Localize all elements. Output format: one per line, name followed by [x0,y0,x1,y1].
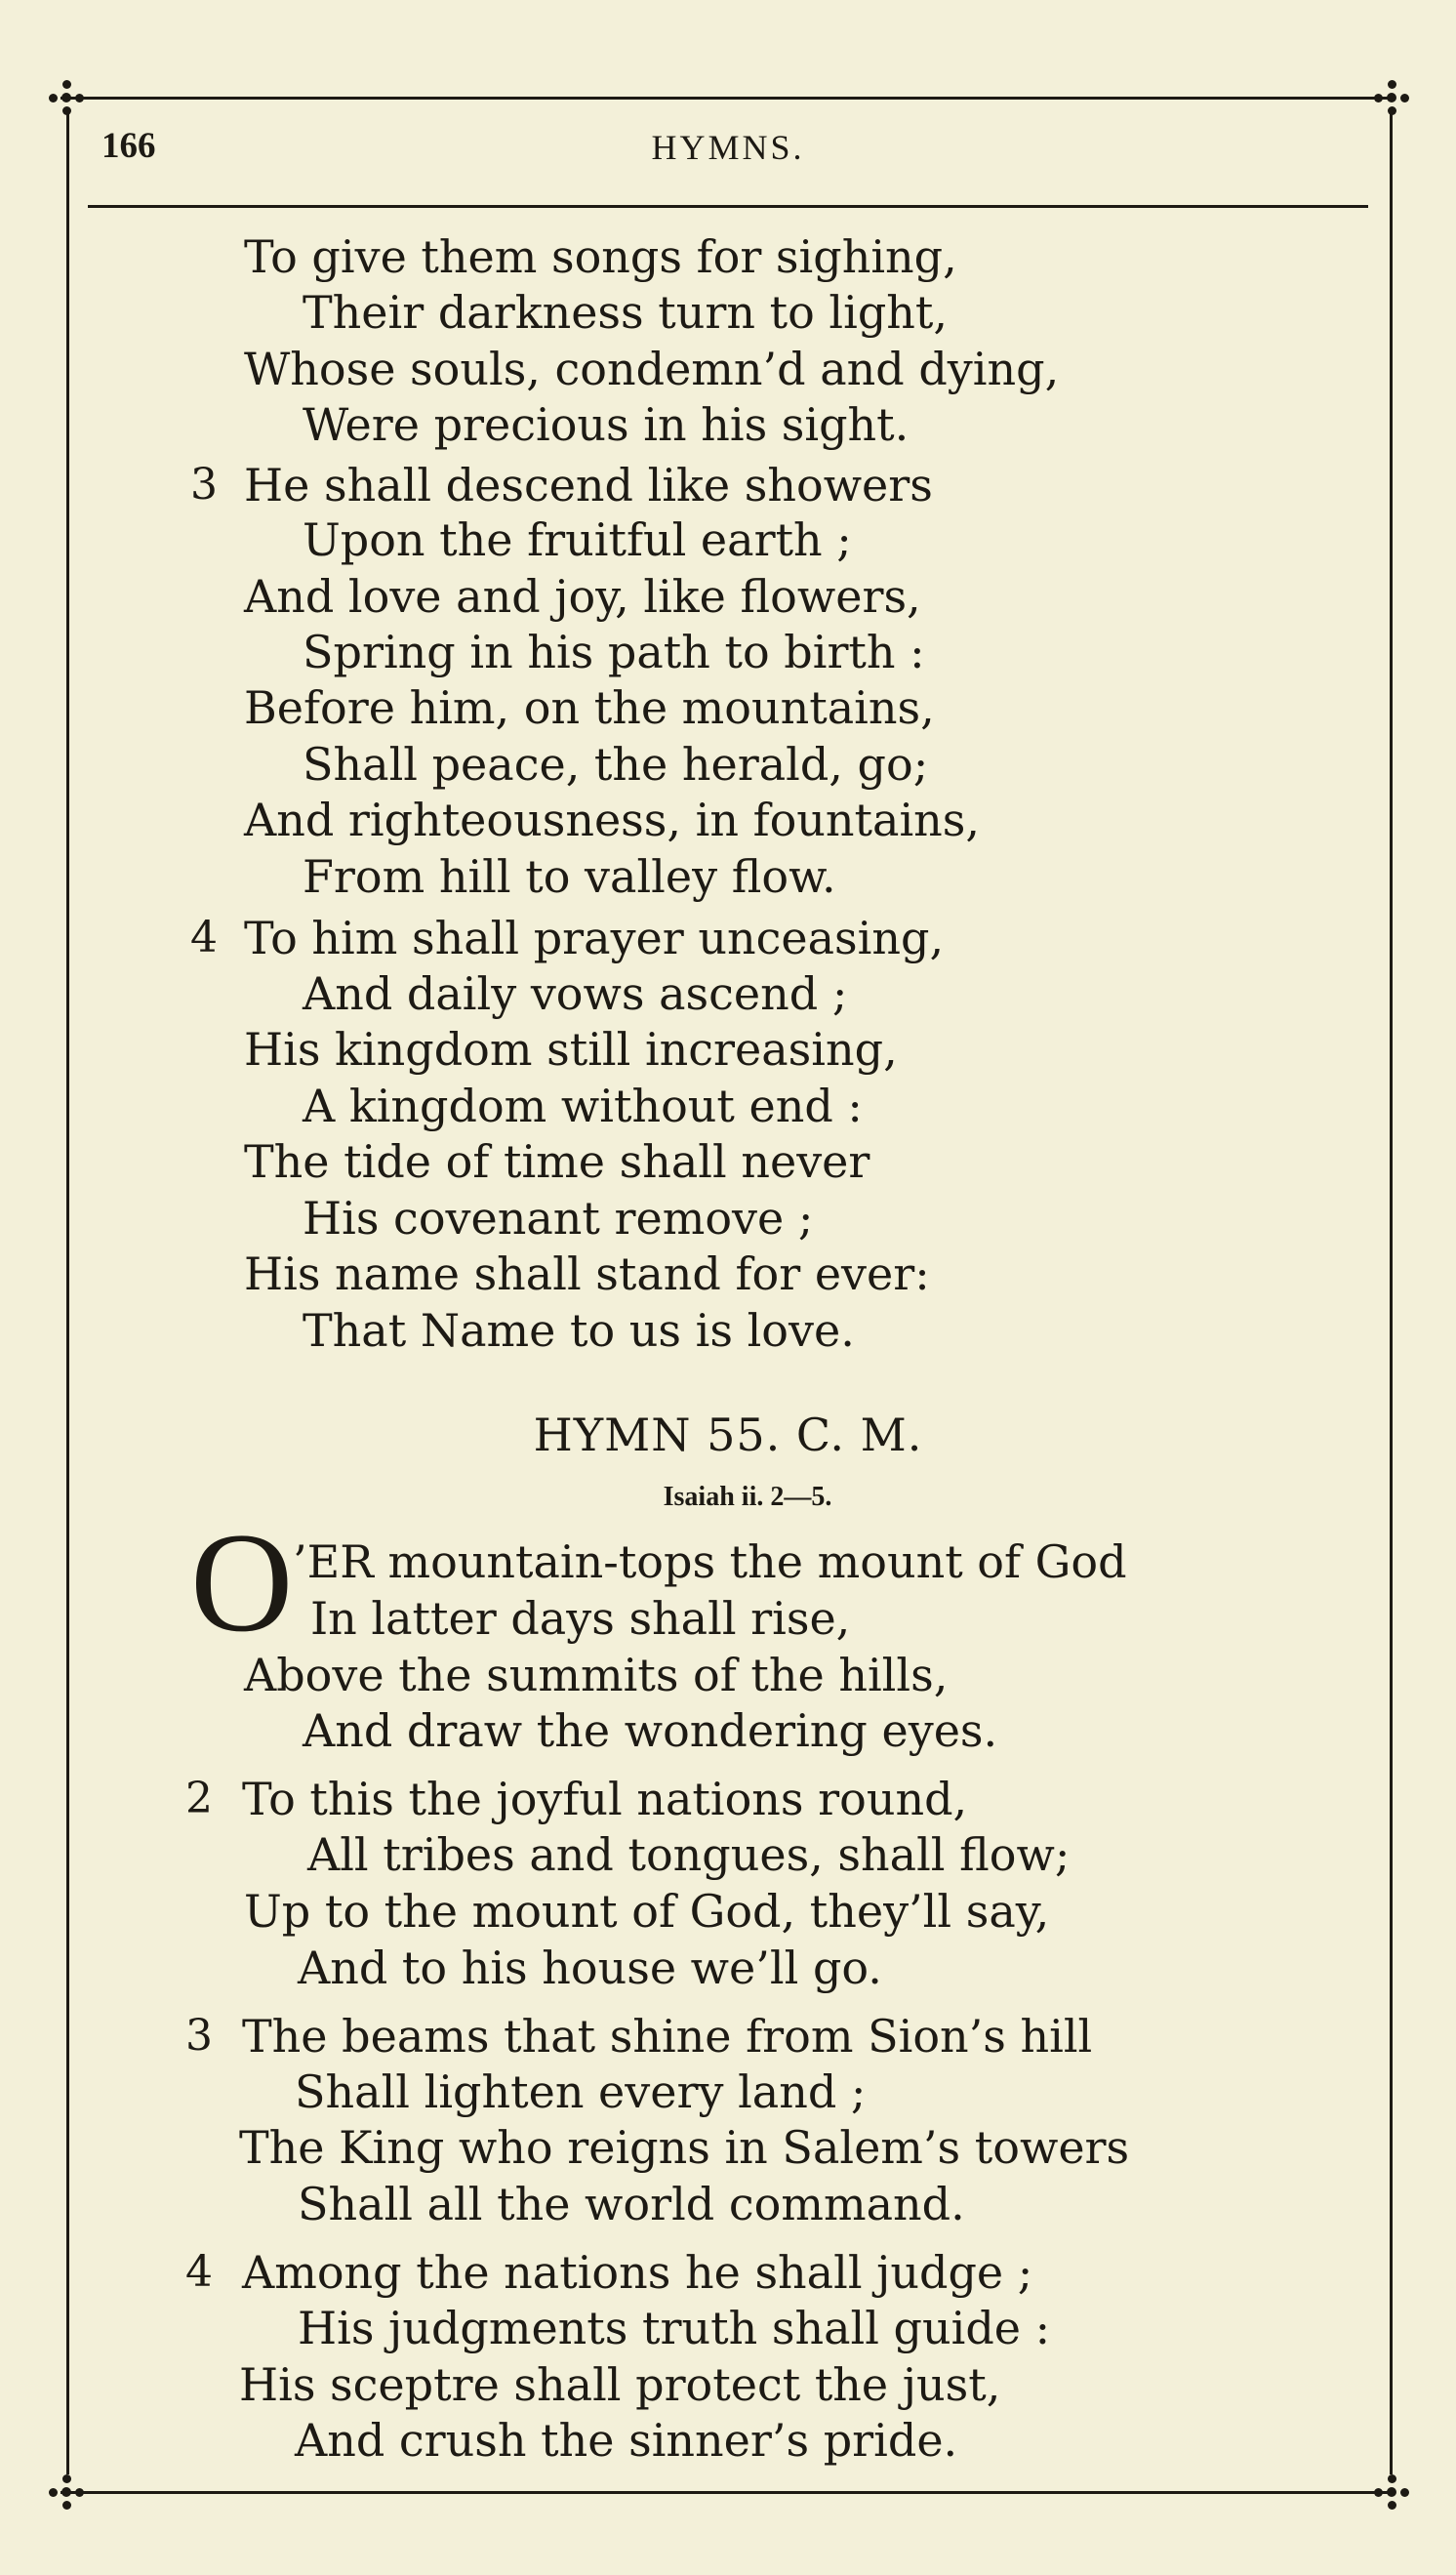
verse-line: Spring in his path to birth : [303,626,925,678]
verse-line: Their darkness turn to light, [303,286,949,339]
verse-line: Were precious in his sight. [303,398,910,451]
verse-line: And righteousness, in fountains, [244,794,981,846]
verse-line: From hill to valley flow. [303,850,836,903]
verse-line: Before him, on the mountains, [244,681,935,734]
verse-line: And crush the sinner’s pride. [295,2414,958,2467]
stanza-number: 2 [185,1774,213,1823]
verse-line: And love and joy, like flowers, [244,570,921,623]
verse-line: The King who reigns in Salem’s towers [239,2121,1130,2174]
verse-line: And to his house we’ll go. [298,1941,882,1994]
stanza-number: 3 [190,460,218,510]
scripture-reference: Isaiah ii. 2—5. [663,1482,832,1512]
stanza-number: 4 [185,2247,213,2297]
verse-line: That Name to us is love. [303,1304,855,1357]
verse-line: Whose souls, condemn’d and dying, [244,343,1060,395]
page-number: 166 [101,126,156,166]
left-border-rule [66,112,69,2474]
verse-line: Among the nations he shall judge ; [242,2246,1033,2299]
corner-ornament-icon [47,78,86,117]
verse-line: Shall lighten every land ; [295,2065,867,2118]
hymn-title: HYMN 55. C. M. [533,1409,923,1461]
verse-line: In latter days shall rise, [310,1592,851,1645]
verse-line: His judgments truth shall guide : [298,2302,1051,2354]
verse-line: To this the joyful nations round, [242,1773,968,1825]
verse-line: Above the summits of the hills, [244,1649,949,1701]
corner-ornament-icon [1372,78,1411,117]
verse-line: All tribes and tongues, shall flow; [307,1828,1071,1881]
header-rule [88,205,1368,208]
bottom-border-rule [61,2491,1393,2494]
verse-line: His kingdom still increasing, [244,1023,898,1076]
corner-ornament-icon [47,2473,86,2512]
drop-cap: O [190,1503,294,1661]
verse-line: The tide of time shall never [244,1135,870,1188]
stanza-number: 3 [185,2011,213,2061]
verse-line: His sceptre shall protect the just, [239,2358,1001,2411]
verse-line: And draw the wondering eyes. [303,1704,998,1757]
verse-line: To him shall prayer unceasing, [244,912,945,964]
right-border-rule [1390,112,1393,2474]
verse-line: And daily vows ascend ; [303,967,848,1020]
verse-line: To give them songs for sighing, [244,230,957,283]
verse-line: ’ER mountain-tops the mount of God [293,1535,1127,1588]
verse-line: His name shall stand for ever: [244,1247,930,1300]
verse-line: He shall descend like showers [244,459,933,511]
verse-line: A kingdom without end : [303,1080,863,1132]
stanza-number: 4 [190,913,218,962]
verse-line: Shall all the world command. [298,2178,965,2230]
verse-line: Up to the mount of God, they’ll say, [244,1885,1050,1938]
top-border-rule [61,97,1393,100]
verse-line: The beams that shine from Sion’s hill [242,2010,1093,2063]
verse-line: Shall peace, the herald, go; [303,738,929,791]
running-title: HYMNS. [651,128,805,167]
verse-line: Upon the fruitful earth ; [303,513,852,566]
verse-line: His covenant remove ; [303,1192,814,1245]
corner-ornament-icon [1372,2473,1411,2512]
